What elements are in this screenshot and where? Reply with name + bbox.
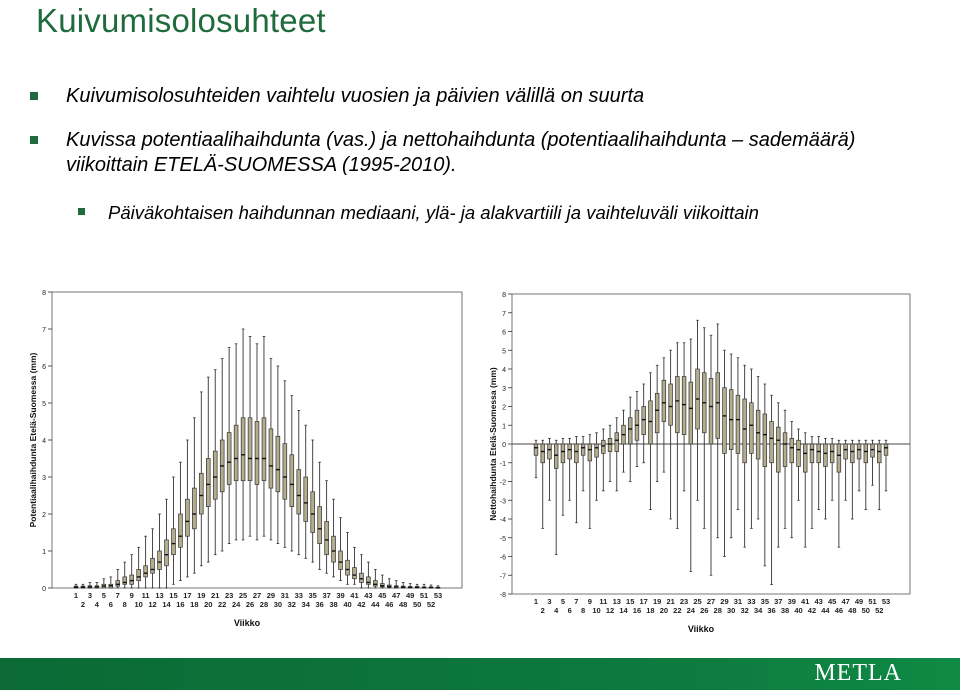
x-tick-label: 10 <box>134 600 143 609</box>
x-tick-label: 22 <box>218 600 227 609</box>
x-tick-label: 32 <box>287 600 296 609</box>
x-tick-label: 14 <box>162 600 171 609</box>
x-tick-label: 8 <box>581 606 586 615</box>
x-tick-label: 33 <box>747 597 756 606</box>
x-tick-label: 8 <box>122 600 127 609</box>
bullet-text: Päiväkohtaisen haihdunnan mediaani, ylä- ja alakvartiili ja vaihteluväli viikoittain <box>108 202 759 223</box>
x-tick-label: 18 <box>646 606 655 615</box>
x-tick-label: 25 <box>238 591 248 600</box>
y-tick-label: 6 <box>502 329 506 337</box>
x-tick-label: 53 <box>433 591 443 600</box>
quartile-box <box>276 436 280 492</box>
x-tick-label: 6 <box>108 600 113 609</box>
quartile-box <box>736 395 740 453</box>
x-tick-label: 9 <box>587 597 592 606</box>
quartile-box <box>360 573 364 582</box>
quartile-box <box>534 444 538 455</box>
x-tick-label: 18 <box>190 600 199 609</box>
y-tick-label: 3 <box>42 475 46 482</box>
x-tick-label: 47 <box>392 591 401 600</box>
quartile-box <box>877 444 881 463</box>
metla-logo: METLA <box>814 660 902 686</box>
y-tick-label: 2 <box>502 404 506 412</box>
x-tick-label: 27 <box>252 591 262 600</box>
x-tick-label: 30 <box>273 600 283 609</box>
x-tick-label: 10 <box>592 606 601 615</box>
x-tick-label: 30 <box>727 606 736 615</box>
quartile-box <box>144 566 148 577</box>
x-tick-label: 45 <box>378 591 387 600</box>
quartile-box <box>332 536 336 562</box>
x-tick-label: 12 <box>605 606 615 615</box>
boxplot-chart-left <box>28 282 468 642</box>
x-tick-label: 1 <box>73 591 79 600</box>
y-tick-label: -2 <box>499 479 506 487</box>
x-tick-label: 26 <box>700 606 709 615</box>
quartile-box <box>130 575 134 584</box>
x-tick-label: 36 <box>315 600 324 609</box>
y-tick-label: 5 <box>502 348 506 356</box>
x-tick-label: 40 <box>343 600 352 609</box>
quartile-box <box>234 425 238 481</box>
x-tick-label: 45 <box>827 597 837 606</box>
quartile-box <box>837 444 841 472</box>
x-tick-label: 5 <box>560 597 566 606</box>
box-week-53 <box>436 586 440 588</box>
quartile-box <box>311 492 315 533</box>
quartile-box <box>227 433 231 485</box>
footer-bar <box>0 658 960 690</box>
quartile-box <box>353 568 357 579</box>
x-tick-label: 6 <box>567 606 572 615</box>
y-tick-label: 0 <box>502 442 506 449</box>
x-tick-label: 50 <box>861 606 870 615</box>
quartile-box <box>628 418 632 444</box>
quartile-box <box>158 551 162 570</box>
quartile-box <box>185 499 189 536</box>
x-tick-label: 21 <box>211 591 220 600</box>
quartile-box <box>756 410 760 459</box>
quartile-box <box>248 418 252 481</box>
quartile-box <box>255 422 259 485</box>
quartile-box <box>548 444 552 459</box>
quartile-box <box>206 459 210 507</box>
x-tick-label: 19 <box>652 597 662 606</box>
quartile-box <box>642 407 646 435</box>
quartile-box <box>871 444 875 457</box>
quartile-box <box>588 444 592 461</box>
x-tick-label: 27 <box>706 597 716 606</box>
y-tick-label: 2 <box>42 512 46 519</box>
quartile-box <box>803 444 807 472</box>
bullet-square-icon <box>30 136 38 144</box>
quartile-box <box>763 414 767 467</box>
x-tick-label: 34 <box>753 606 763 615</box>
x-tick-label: 37 <box>774 597 783 606</box>
x-tick-label: 23 <box>224 591 234 600</box>
x-tick-label: 20 <box>204 600 213 609</box>
quartile-box <box>776 427 780 472</box>
quartile-box <box>743 399 747 463</box>
quartile-box <box>283 444 287 500</box>
quartile-box <box>541 444 545 463</box>
x-tick-label: 36 <box>767 606 776 615</box>
y-tick-label: 7 <box>42 327 46 334</box>
x-axis-label: Viikko <box>233 618 261 628</box>
x-tick-label: 41 <box>801 597 810 606</box>
bullet-square-icon <box>30 92 38 100</box>
x-tick-label: 23 <box>679 597 689 606</box>
y-tick-label: 3 <box>502 385 506 393</box>
x-tick-label: 24 <box>231 600 241 609</box>
x-tick-label: 3 <box>547 597 552 606</box>
x-tick-label: 28 <box>713 606 722 615</box>
x-tick-label: 17 <box>183 591 192 600</box>
x-tick-label: 48 <box>848 606 857 615</box>
quartile-box <box>830 444 834 463</box>
bullet-variation <box>66 84 926 109</box>
x-tick-label: 11 <box>599 597 608 606</box>
x-tick-label: 19 <box>197 591 206 600</box>
x-tick-label: 14 <box>619 606 628 615</box>
x-tick-label: 31 <box>733 597 743 606</box>
y-tick-label: 5 <box>42 401 46 408</box>
bullet-text: Kuvissa potentiaalihaihdunta (vas.) ja nettohaihdunta (potentiaalihaihdunta – sademäärä) viikoittain ETELÄ-SUOMESSA (1995-2010). <box>66 129 856 176</box>
quartile-box <box>123 577 127 584</box>
x-tick-label: 13 <box>612 597 621 606</box>
x-tick-label: 16 <box>632 606 642 615</box>
quartile-box <box>269 429 273 488</box>
quartile-box <box>669 384 673 425</box>
x-tick-label: 12 <box>148 600 157 609</box>
y-axis-label: Nettohaihdunta Etelä-Suomessa (mm) <box>488 367 498 521</box>
x-tick-label: 38 <box>329 600 338 609</box>
quartile-box <box>783 433 787 467</box>
y-tick-label: -3 <box>499 498 506 506</box>
x-tick-label: 47 <box>841 597 850 606</box>
x-tick-label: 7 <box>574 597 579 606</box>
x-tick-label: 42 <box>357 600 366 609</box>
x-tick-label: 26 <box>245 600 255 609</box>
x-tick-label: 3 <box>87 591 93 600</box>
x-tick-label: 9 <box>129 591 134 600</box>
quartile-box <box>366 577 370 584</box>
quartile-box <box>615 433 619 452</box>
x-tick-label: 43 <box>814 597 823 606</box>
x-tick-label: 39 <box>787 597 796 606</box>
bullet-square-icon <box>78 208 85 215</box>
quartile-box <box>817 444 821 463</box>
x-tick-label: 43 <box>364 591 373 600</box>
x-tick-label: 13 <box>155 591 164 600</box>
x-tick-label: 44 <box>371 600 380 609</box>
x-tick-label: 51 <box>868 597 877 606</box>
quartile-box <box>850 444 854 463</box>
quartile-box <box>655 393 659 432</box>
x-tick-label: 7 <box>115 591 120 600</box>
x-tick-label: 4 <box>554 606 559 615</box>
y-tick-label: 6 <box>42 364 46 371</box>
quartile-box <box>716 373 720 439</box>
quartile-box <box>262 418 266 481</box>
y-tick-label: 1 <box>502 423 506 431</box>
y-tick-label: 7 <box>502 310 506 318</box>
x-tick-label: 22 <box>673 606 682 615</box>
y-tick-label: -6 <box>499 554 506 562</box>
quartile-box <box>790 438 794 462</box>
x-tick-label: 49 <box>405 591 415 600</box>
y-tick-label: 1 <box>42 549 46 556</box>
x-tick-label: 52 <box>875 606 884 615</box>
x-tick-label: 37 <box>322 591 331 600</box>
quartile-box <box>723 388 727 454</box>
quartile-box <box>179 514 183 547</box>
y-tick-label: -7 <box>499 573 506 581</box>
x-tick-label: 38 <box>780 606 790 615</box>
y-tick-label: 8 <box>42 290 46 297</box>
bullet-text: Kuivumisolosuhteiden vaihtelu vuosien ja päivien välillä on suurta <box>66 85 645 107</box>
x-tick-label: 42 <box>807 606 817 615</box>
slide-title: Kuivumisolosuhteet <box>36 2 326 39</box>
sub-bullet-statistics <box>108 200 948 225</box>
quartile-box <box>810 444 814 463</box>
x-tick-label: 41 <box>350 591 359 600</box>
quartile-box <box>318 507 322 544</box>
quartile-box <box>325 521 329 554</box>
x-tick-label: 1 <box>533 597 539 606</box>
x-tick-label: 5 <box>101 591 106 600</box>
quartile-box <box>608 438 612 451</box>
quartile-box <box>151 558 155 573</box>
x-tick-label: 34 <box>301 600 310 609</box>
quartile-box <box>137 570 141 581</box>
quartile-box <box>884 444 888 455</box>
x-tick-label: 2 <box>540 606 545 615</box>
x-tick-label: 15 <box>626 597 635 606</box>
y-tick-label: 0 <box>42 586 46 593</box>
y-tick-label: 8 <box>502 292 506 299</box>
bullet-figures <box>66 128 926 178</box>
quartile-box <box>575 444 579 463</box>
x-tick-label: 46 <box>385 600 394 609</box>
x-tick-label: 17 <box>639 597 648 606</box>
quartile-box <box>675 377 679 433</box>
x-tick-label: 53 <box>881 597 891 606</box>
y-tick-label: 4 <box>502 367 506 374</box>
quartile-box <box>649 401 653 444</box>
quartile-box <box>568 444 572 459</box>
quartile-box <box>297 470 301 514</box>
chart-potential-evaporation <box>28 282 468 647</box>
y-tick-label: -4 <box>499 517 506 524</box>
x-tick-label: 40 <box>794 606 803 615</box>
x-tick-label: 21 <box>666 597 675 606</box>
x-tick-label: 31 <box>280 591 290 600</box>
x-tick-label: 25 <box>693 597 702 606</box>
quartile-box <box>373 581 377 587</box>
x-tick-label: 29 <box>266 591 276 600</box>
quartile-box <box>561 444 565 463</box>
quartile-box <box>241 418 245 481</box>
quartile-box <box>192 488 196 529</box>
x-tick-label: 33 <box>294 591 303 600</box>
quartile-box <box>554 444 558 468</box>
quartile-box <box>797 440 801 466</box>
x-tick-label: 11 <box>141 591 150 600</box>
x-tick-label: 2 <box>80 600 86 609</box>
x-tick-label: 39 <box>336 591 345 600</box>
chart-net-evaporation <box>480 282 920 647</box>
y-tick-label: 4 <box>42 438 46 445</box>
x-tick-label: 35 <box>308 591 317 600</box>
quartile-box <box>581 444 585 455</box>
quartile-box <box>844 444 848 459</box>
quartile-box <box>304 477 308 521</box>
x-tick-label: 24 <box>686 606 695 615</box>
y-axis-label: Potentiaalihaihdunta Etelä-Suomessa (mm) <box>28 352 38 528</box>
boxplot-chart-right <box>480 282 920 642</box>
quartile-box <box>682 377 686 435</box>
x-tick-label: 35 <box>760 597 770 606</box>
quartile-box <box>116 581 120 587</box>
y-tick-label: -8 <box>499 592 506 599</box>
quartile-box <box>595 444 599 457</box>
x-tick-label: 44 <box>821 606 830 615</box>
quartile-box <box>709 378 713 444</box>
quartile-box <box>857 444 861 459</box>
x-tick-label: 46 <box>834 606 844 615</box>
quartile-box <box>165 540 169 566</box>
x-tick-label: 20 <box>659 606 669 615</box>
x-tick-label: 50 <box>412 600 422 609</box>
x-tick-label: 15 <box>169 591 178 600</box>
x-tick-label: 16 <box>176 600 185 609</box>
y-tick-label: -5 <box>499 535 506 543</box>
x-tick-label: 4 <box>94 600 99 609</box>
x-tick-label: 29 <box>720 597 729 606</box>
x-axis-label: Viikko <box>687 624 715 634</box>
x-tick-label: 49 <box>854 597 864 606</box>
x-tick-label: 52 <box>426 600 436 609</box>
quartile-box <box>689 382 693 444</box>
x-tick-label: 51 <box>419 591 429 600</box>
quartile-box <box>346 560 350 575</box>
x-tick-label: 28 <box>259 600 269 609</box>
quartile-box <box>750 403 754 454</box>
x-tick-label: 48 <box>399 600 408 609</box>
quartile-box <box>601 440 605 453</box>
quartile-box <box>824 444 828 467</box>
quartile-box <box>172 529 176 555</box>
quartile-box <box>199 473 203 514</box>
quartile-box <box>864 444 868 463</box>
x-tick-label: 32 <box>740 606 749 615</box>
quartile-box <box>290 455 294 507</box>
quartile-box <box>339 551 343 570</box>
quartile-box <box>213 451 217 499</box>
quartile-box <box>662 380 666 421</box>
quartile-box <box>770 422 774 463</box>
y-tick-label: -1 <box>499 460 506 468</box>
